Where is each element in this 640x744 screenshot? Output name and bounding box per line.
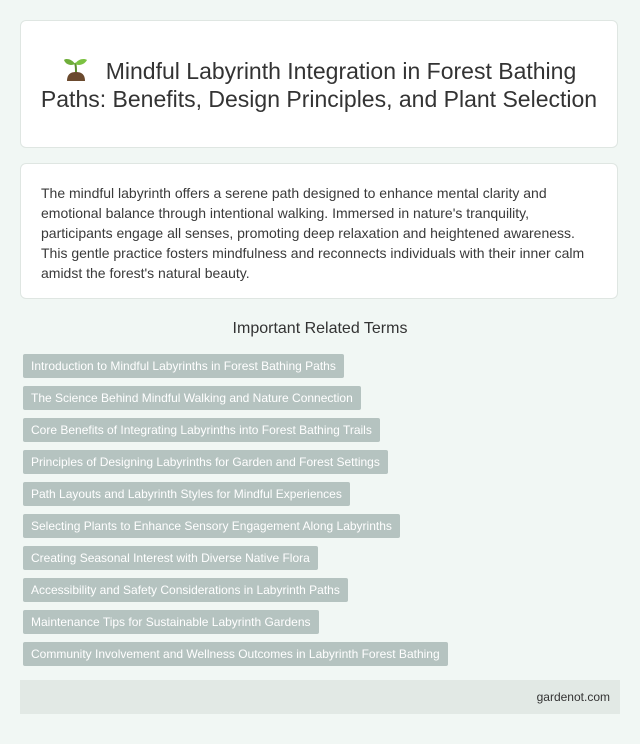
sprout-icon [62,56,90,82]
related-term[interactable]: Principles of Designing Labyrinths for Garden and Forest Settings [23,450,388,474]
related-term[interactable]: Path Layouts and Labyrinth Styles for Mindful Experiences [23,482,350,506]
related-term[interactable]: Selecting Plants to Enhance Sensory Engagement Along Labyrinths [23,514,400,538]
related-term[interactable]: Accessibility and Safety Considerations in Labyrinth Paths [23,578,348,602]
intro-card [20,163,618,299]
related-term[interactable]: Core Benefits of Integrating Labyrinths into Forest Bathing Trails [23,418,380,442]
page-title-text: Mindful Labyrinth Integration in Forest Bathing Paths: Benefits, Design Principles, and Plant Selection [40,57,598,112]
related-term[interactable]: Maintenance Tips for Sustainable Labyrinth Gardens [23,610,319,634]
page-title [39,56,599,113]
title-card [20,20,618,148]
footer [20,680,620,714]
related-terms-list [23,354,448,674]
related-terms-heading: Important Related Terms [232,320,408,337]
footer-site-link[interactable]: gardenot.com [536,690,610,704]
related-term[interactable]: Introduction to Mindful Labyrinths in Forest Bathing Paths [23,354,344,378]
related-term[interactable]: Creating Seasonal Interest with Diverse Native Flora [23,546,318,570]
intro-text: The mindful labyrinth offers a serene path designed to enhance mental clarity and emotional balance through intentional walking. Immersed in nature's tranquility, participants engage all senses, promoting deep relaxation and heightened awareness. This gentle practice fosters mindfulness and reconnects individuals with their inner calm amidst the forest's natural beauty. [41,185,585,281]
related-term[interactable]: The Science Behind Mindful Walking and Nature Connection [23,386,361,410]
related-term[interactable]: Community Involvement and Wellness Outcomes in Labyrinth Forest Bathing [23,642,448,666]
